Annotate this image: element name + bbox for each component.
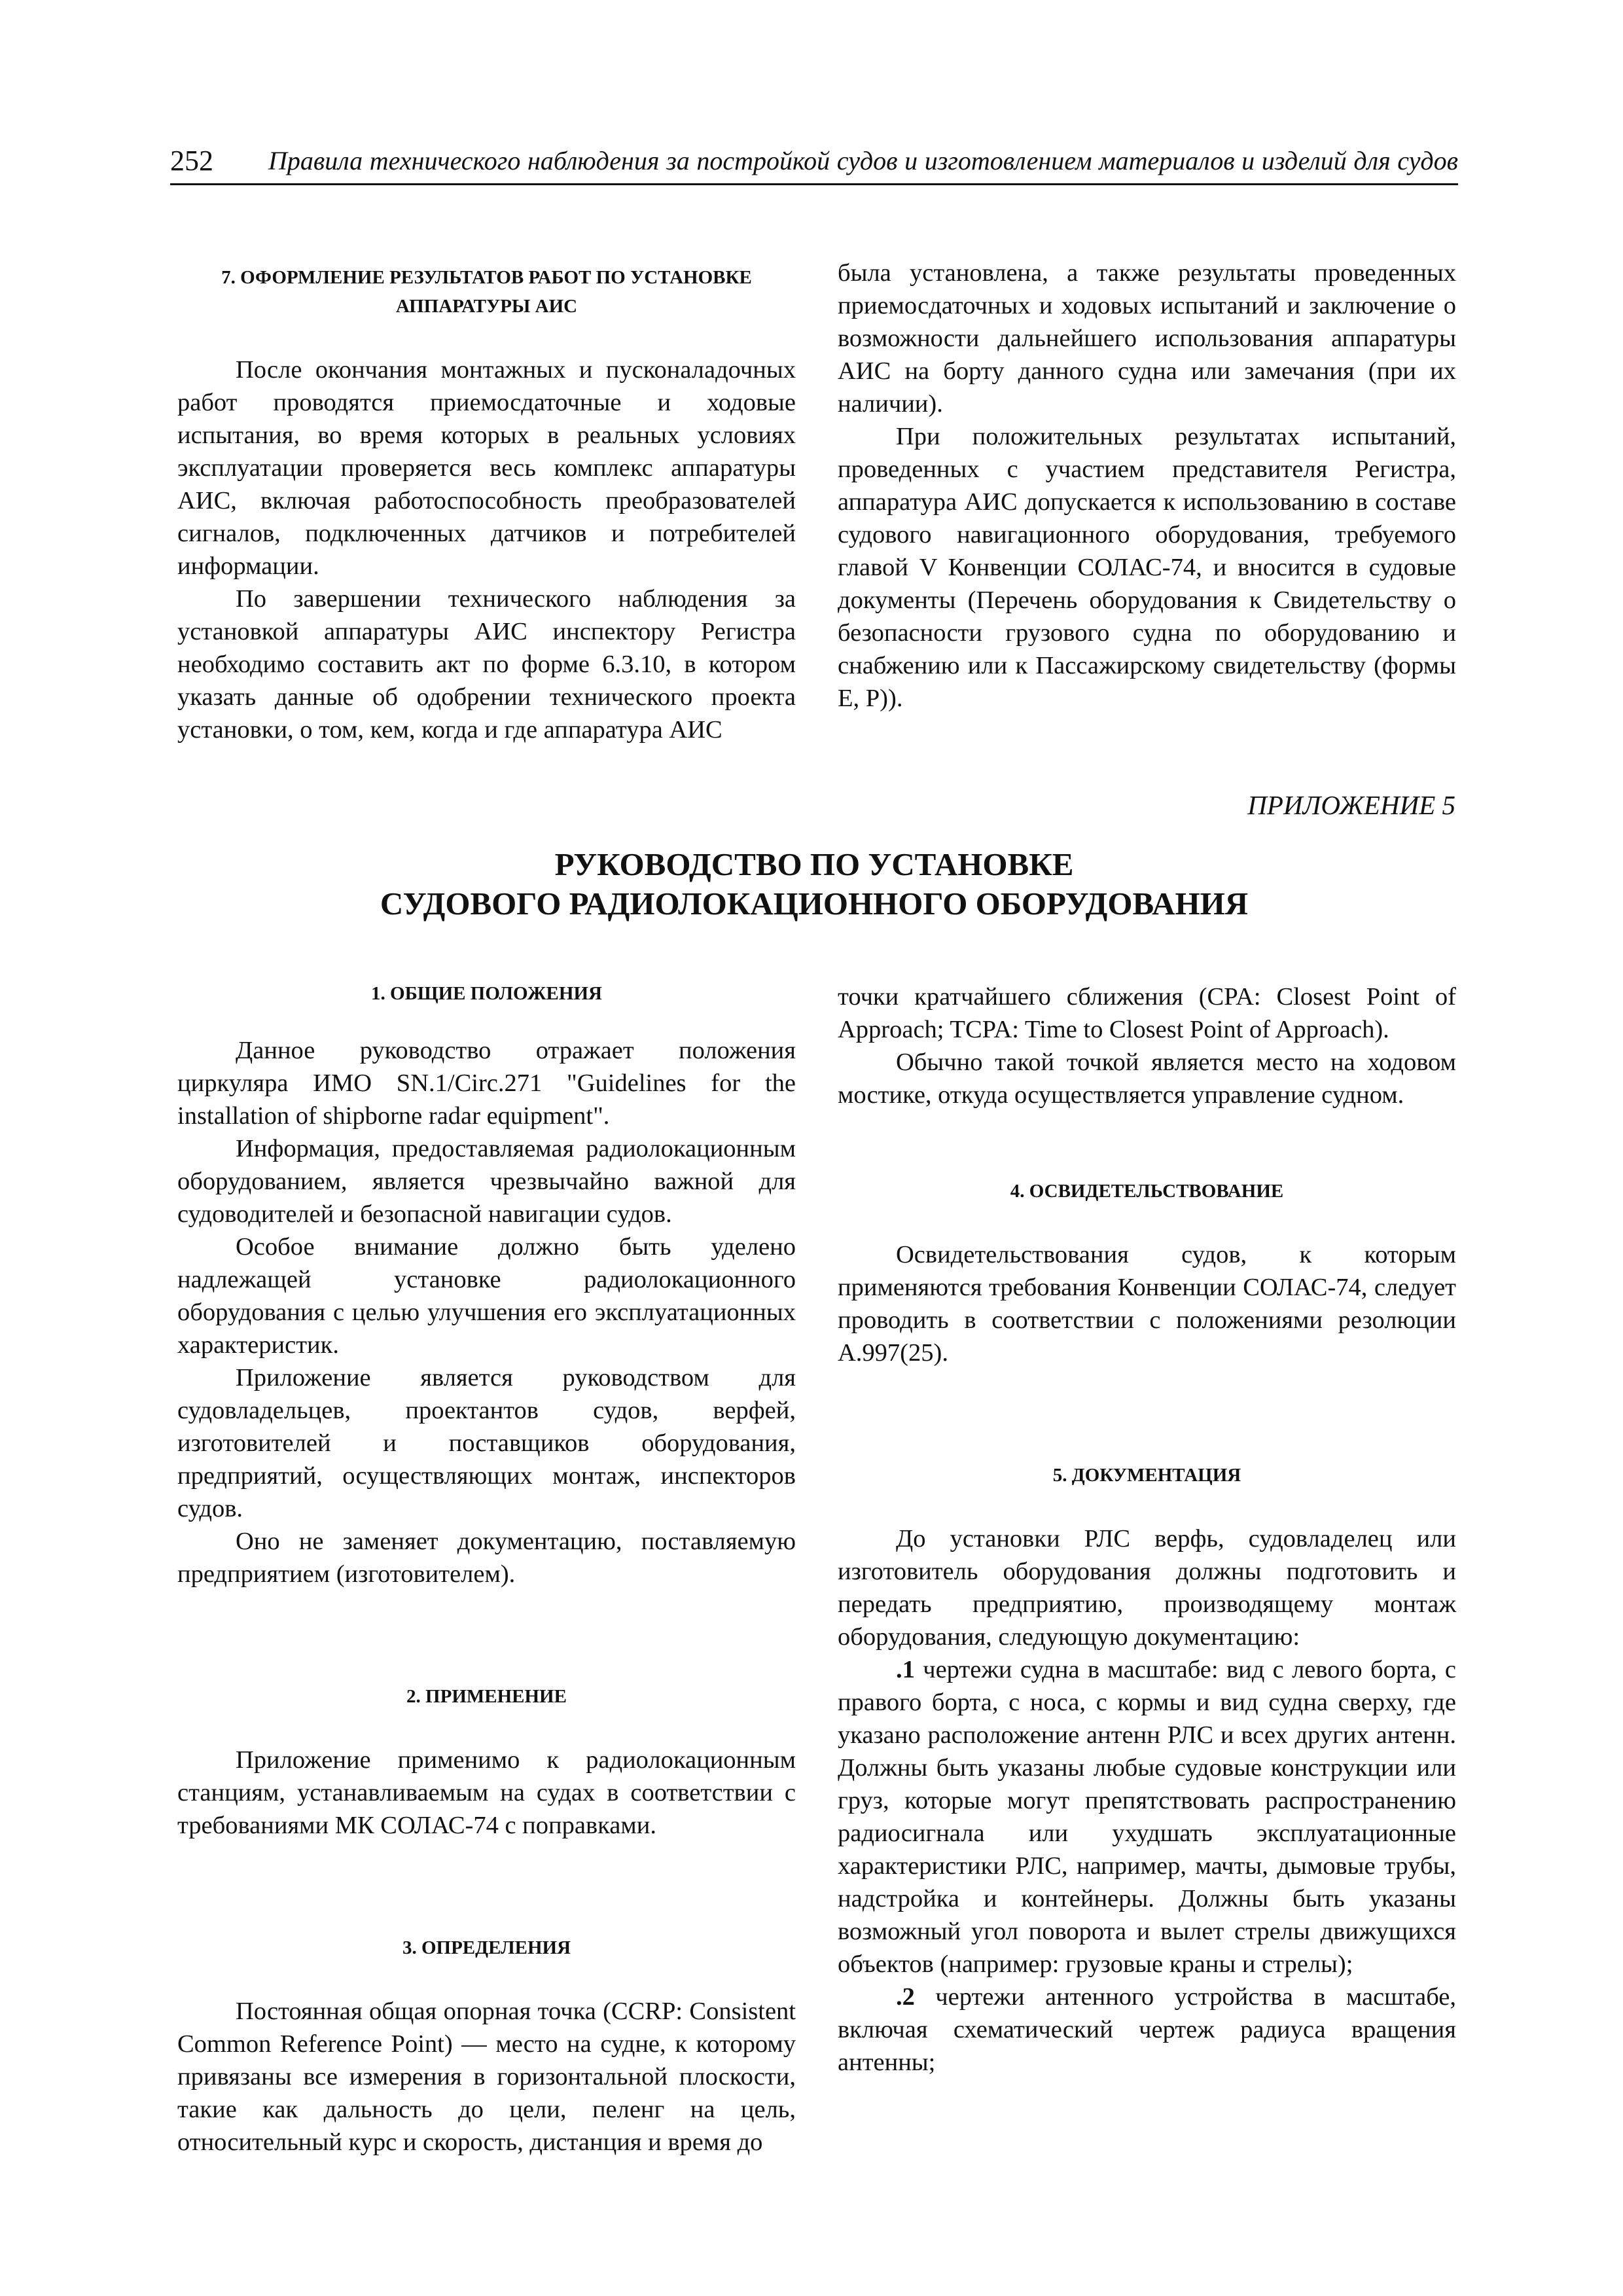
paragraph: Приложение является руководством для судовладельцев, проектантов судов, верфей, изготовителей и поставщиков оборудования, предприятий, осуществляющих монтаж, инспекторов судов. (177, 1364, 796, 1522)
paragraph: Особое внимание должно быть уделено надлежащей установке радиолокационного оборудования с целью улучшения его эксплуатационных характеристик. (177, 1233, 796, 1359)
appendix-label: ПРИЛОЖЕНИЕ 5 (1247, 790, 1455, 820)
list-item-number: .1 (896, 1656, 915, 1683)
paragraph: После окончания монтажных и пусконаладочных работ проводятся приемосдаточные и ходовые испытания, во время которых в реальных условиях эксплуатации проверяется весь комплекс аппаратуры АИС, включая работоспособность преобразователей сигналов, подключенных датчиков и потребителей информации. (177, 356, 796, 580)
appendix-title-line: РУКОВОДСТВО ПО УСТАНОВКЕ (554, 846, 1074, 882)
list-item-text: чертежи антенного устройства в масштабе, включая схематический чертеж радиуса вращения антенны; (838, 1983, 1457, 2076)
page-number: 252 (170, 145, 213, 177)
paragraph: Приложение применимо к радиолокационным станциям, устанавливаемым на судах в соответствии с требованиями МК СОЛАС-74 с поправками. (177, 1746, 796, 1839)
list-item (838, 1981, 1456, 2079)
paragraph: До установки РЛС верфь, судовладелец или изготовитель оборудования должны подготовить и передать предприятию, производящему монтаж оборудования, следующую документацию: (838, 1525, 1456, 1651)
section-heading-2: 2. ПРИМЕНЕНИЕ (406, 1686, 567, 1707)
paragraph: Данное руководство отражает положения циркуляра ИМО SN.1/Circ.271 "Guidelines for the installation of shipborne radar equipment". (177, 1037, 796, 1130)
top-left-column (177, 263, 796, 746)
top-right-column (838, 257, 1456, 715)
paragraph: Оно не заменяет документацию, поставляемую предприятием (изготовителем). (177, 1528, 796, 1588)
running-header (170, 143, 1458, 185)
paragraph: Освидетельствования судов, к которым применяются требования Конвенции СОЛАС-74, следует проводить в соответствии с положениями резолюции А.997(25). (838, 1241, 1456, 1367)
appendix-title-line: СУДОВОГО РАДИОЛОКАЦИОННОГО ОБОРУДОВАНИЯ (380, 886, 1249, 922)
lower-left-column (177, 979, 796, 2159)
list-item (838, 1653, 1456, 1981)
paragraph-continued: точки кратчайшего сближения (CPA: Closest Point of Approach; TCPA: Time to Closest Point of Approach). (838, 983, 1456, 1043)
section-heading-4: 4. ОСВИДЕТЕЛЬСТВОВАНИЕ (1010, 1181, 1284, 1202)
paragraph: Обычно такой точкой является место на ходовом мостике, откуда осуществляется управление судном. (838, 1049, 1456, 1109)
running-title: Правила технического наблюдения за постройкой судов и изготовлением материалов и изделий для судов (268, 146, 1458, 175)
paragraph-continued: была установлена, а также результаты проведенных приемосдаточных и ходовых испытаний и заключение о возможности дальнейшего использования аппаратуры АИС на борту данного судна или замечания (при их наличии). (838, 259, 1456, 418)
paragraph: Информация, предоставляемая радиолокационным оборудованием, является чрезвычайно важной для судоводителей и безопасной навигации судов. (177, 1135, 796, 1228)
section-heading-5: 5. ДОКУМЕНТАЦИЯ (1052, 1465, 1241, 1486)
list-item-text: чертежи судна в масштабе: вид с левого борта, с правого борта, с носа, с кормы и вид судна сверху, где указано расположение антенн РЛС и всех других антенн. Должны быть указаны любые судовые конструкции или груз, которые могут препятствовать распространению радиосигнала или ухудшать эксплуатационные характеристики РЛС, например, мачты, дымовые трубы, надстройка и контейнеры. Должны быть указаны возможный угол поворота и вылет стрелы движущихся объектов (например: грузовые краны и стрелы); (838, 1656, 1456, 1978)
paragraph: Постоянная общая опорная точка (CCRP: Consistent Common Reference Point) — место на судне, к которому привязаны все измерения в горизонтальной плоскости, такие как дальность до цели, пеленг на цель, относительный курс и скорость, дистанция и время до (177, 1998, 796, 2156)
list-item-number: .2 (896, 1983, 915, 2011)
section-heading-3: 3. ОПРЕДЕЛЕНИЯ (402, 1937, 571, 1958)
lower-right-column (838, 980, 1456, 2079)
paragraph: При положительных результатах испытаний, проведенных с участием представителя Регистра, аппаратура АИС допускается к использованию в составе судового навигационного оборудования, требуемого главой V Конвенции СОЛАС-74, и вносится в судовые документы (Перечень оборудования к Свидетельству о безопасности грузового судна по оборудованию и снабжению или к Пассажирскому свидетельству (формы Е, Р)). (838, 423, 1456, 712)
section-heading-7: 7. ОФОРМЛЕНИЕ РЕЗУЛЬТАТОВ РАБОТ ПО УСТАНОВКЕ АППАРАТУРЫ АИС (221, 267, 752, 317)
section-heading-1: 1. ОБЩИЕ ПОЛОЖЕНИЯ (371, 983, 602, 1004)
appendix-title (170, 845, 1458, 924)
paragraph: По завершении технического наблюдения за установкой аппаратуры АИС инспектору Регистра необходимо составить акт по форме 6.3.10, в котором указать данные об одобрении технического проекта установки, о том, кем, когда и где аппаратура АИС (177, 585, 796, 744)
